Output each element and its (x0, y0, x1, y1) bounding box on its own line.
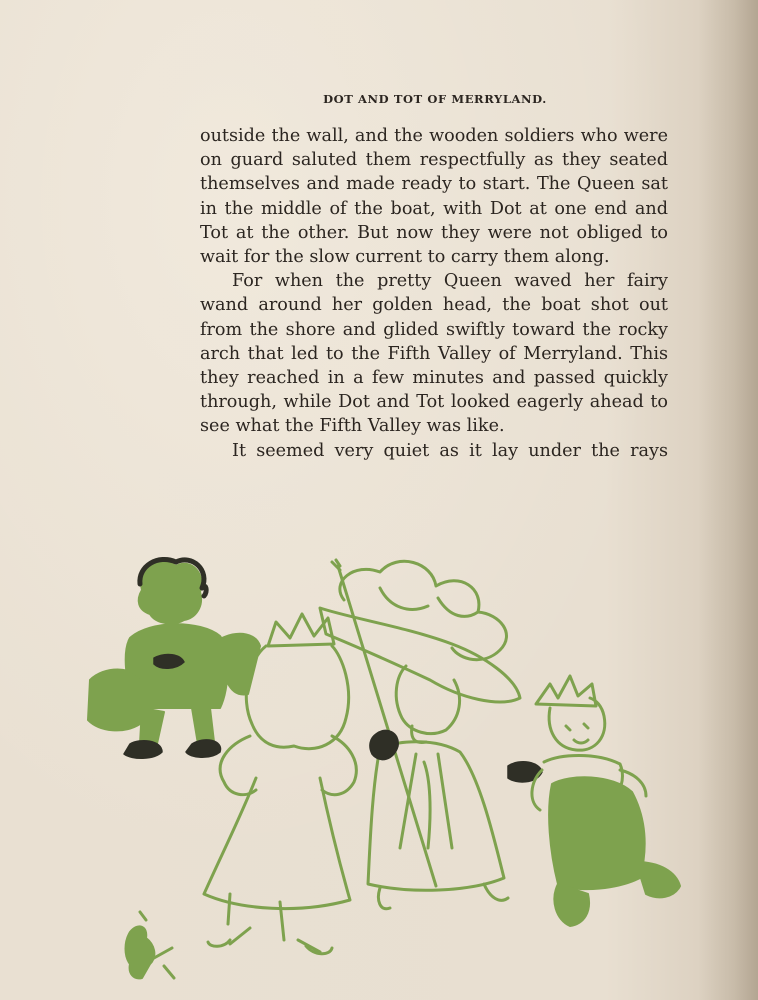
fairy-wand (338, 566, 436, 886)
paragraph-2: For when the pretty Queen waved her fairy wand around her golden head, the boat shot out from the shore and glided swiftly toward the rocky arch that led to the Fifth Valley of Merryland. This they reached in a few minutes and passed quickly through, while Dot and Tot looked eagerly ahead to see what the Fifth Valley was like. (200, 271, 668, 437)
doll-figure (88, 559, 260, 758)
illustrator-mark (126, 912, 175, 978)
paragraph-1: outside the wall, and the wooden soldiers who were on guard saluted them respectfully as they seated themselves and made ready to start. The Queen sat in the middle of the boat, with Dot at one end and Tot at the other. But now they were not obliged to wait for the slow current to carry them along. (200, 126, 668, 268)
illustration-procession (80, 548, 720, 988)
body-text (200, 124, 668, 463)
paragraph-3: It seemed very quiet as it lay under the rays (232, 440, 668, 461)
boy-with-crown (532, 676, 680, 926)
running-head: DOT AND TOT OF MERRYLAND. (323, 92, 547, 106)
